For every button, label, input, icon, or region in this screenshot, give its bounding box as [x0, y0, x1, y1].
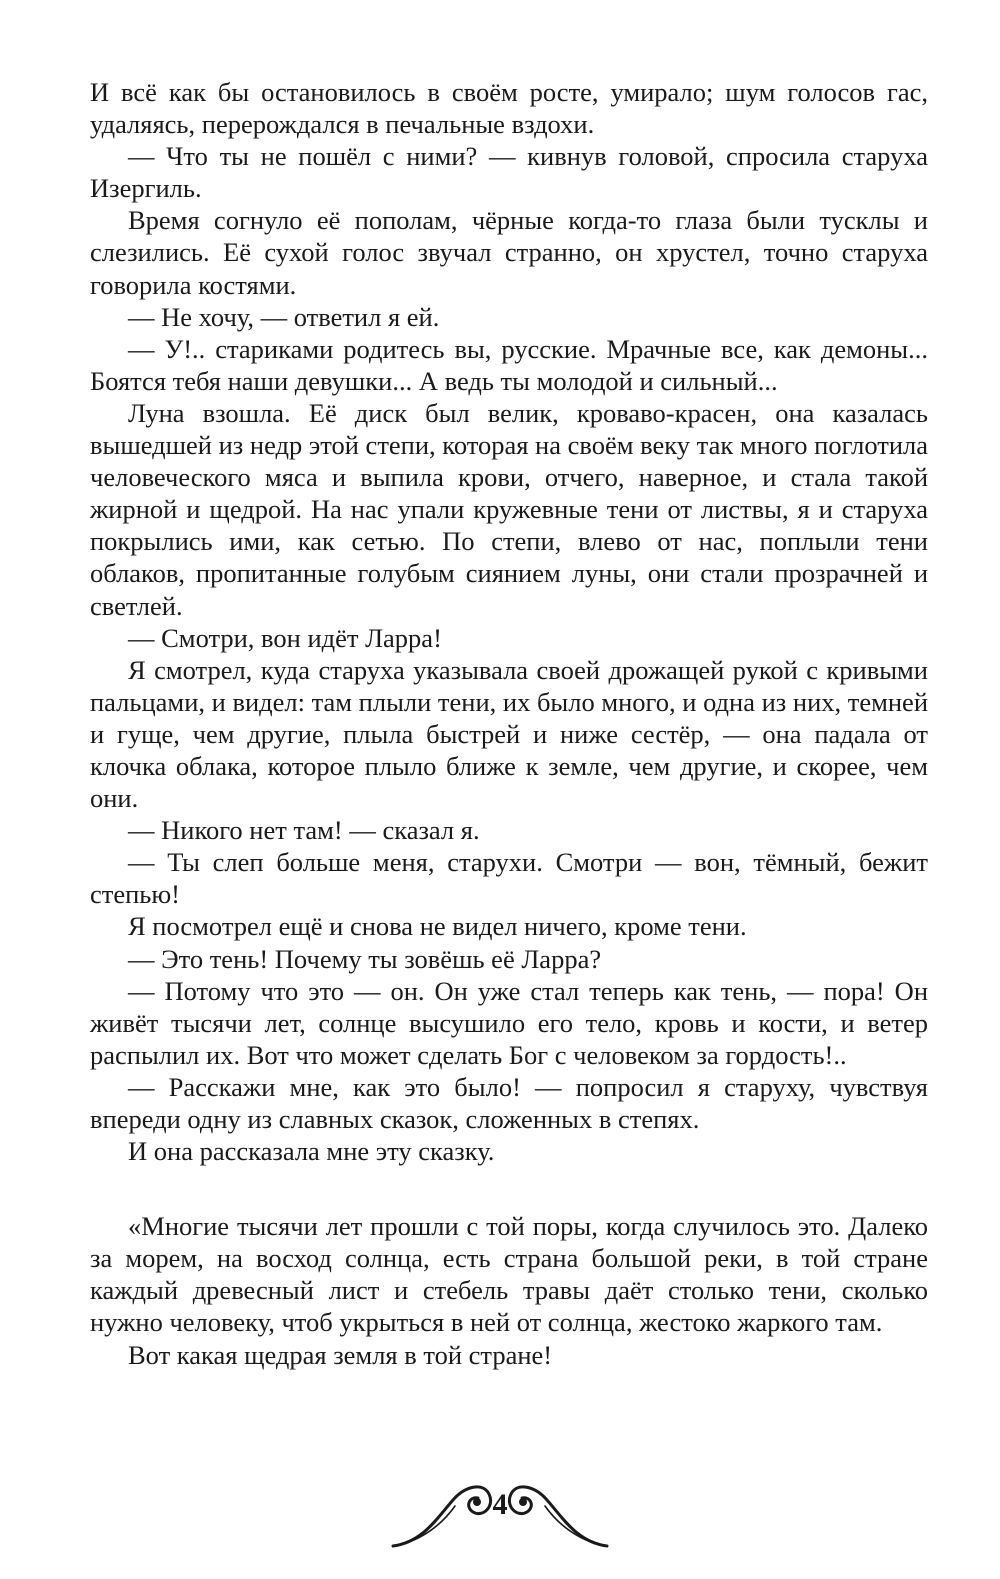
paragraph: — Потому что это — он. Он уже стал теперь как тень, — пора! Он живёт тысячи лет, солнце высушило его тело, кровь и кости, и ветер распылил их. Вот что может сделать Бог с человеком за гордость!.. — [90, 975, 928, 1070]
paragraph: И всё как бы остановилось в своём росте, умирало; шум голосов гас, удаляясь, перерождался в печальные вздохи. — [90, 77, 928, 140]
paragraph: — Расскажи мне, как это было! — попросил я старуху, чувствуя впереди одну из славных сказок, сложенных в степях. — [90, 1071, 928, 1134]
paragraph: — Не хочу, — ответил я ей. — [128, 301, 440, 332]
paragraph: — Это тень! Почему ты зовёшь её Ларра? — [128, 943, 602, 974]
paragraph: Луна взошла. Её диск был велик, кроваво-красен, она казалась вышедшей из недр этой степи, которая на своём веку так много поглотила человеческого мяса и выпила крови, отчего, наверное, и стала такой жирной и щедрой. На нас упали кружевные тени от листвы, я и старуха покрылись ими, как сетью. По степи, влево от нас, поплыли тени облаков, пропитанные голубым сиянием луны, они стали прозрачней и светлей. — [90, 397, 928, 621]
paragraph: Вот какая щедрая земля в той стране! — [128, 1339, 553, 1370]
page-footer — [0, 1462, 1000, 1562]
paragraph: Время согнуло её пополам, чёрные когда-то глаза были тусклы и слезились. Её сухой голос звучал странно, он хрустел, точно старуха говорила костями. — [90, 205, 928, 300]
paragraph: — Что ты не пошёл с ними? — кивнув головой, спросила старуха Изергиль. — [90, 141, 928, 204]
paragraph: Я посмотрел ещё и снова не видел ничего, кроме тени. — [128, 911, 747, 942]
paragraph: — У!.. стариками родитесь вы, русские. Мрачные все, как демоны... Боятся тебя наши девушки... А ведь ты молодой и сильный... — [90, 333, 928, 396]
paragraph: — Смотри, вон идёт Ларра! — [128, 622, 442, 653]
page-text — [90, 76, 928, 1371]
page-number: 4 — [492, 1488, 508, 1521]
paragraph: Я смотрел, куда старуха указывала своей дрожащей рукой с кривыми пальцами, и видел: там плыли тени, их было много, и одна из них, темней и гуще, чем другие, плыла быстрей и ниже сестёр, — она падала от клочка облака, которое плыло ближе к земле, чем другие, и скорее, чем они. — [90, 654, 928, 814]
paragraph: — Никого нет там! — сказал я. — [128, 815, 480, 846]
paragraph: И она рассказала мне эту сказку. — [128, 1136, 495, 1167]
paragraph: — Ты слеп больше меня, старухи. Смотри — вон, тёмный, бежит степью! — [90, 847, 928, 910]
paragraph: «Многие тысячи лет прошли с той поры, когда случилось это. Далеко за морем, на восход солнца, есть страна большой реки, в той стране каждый древесный лист и стебель травы даёт столько тени, сколько нужно человеку, чтоб укрыться в ней от солнца, жестоко жаркого там. — [90, 1211, 928, 1338]
